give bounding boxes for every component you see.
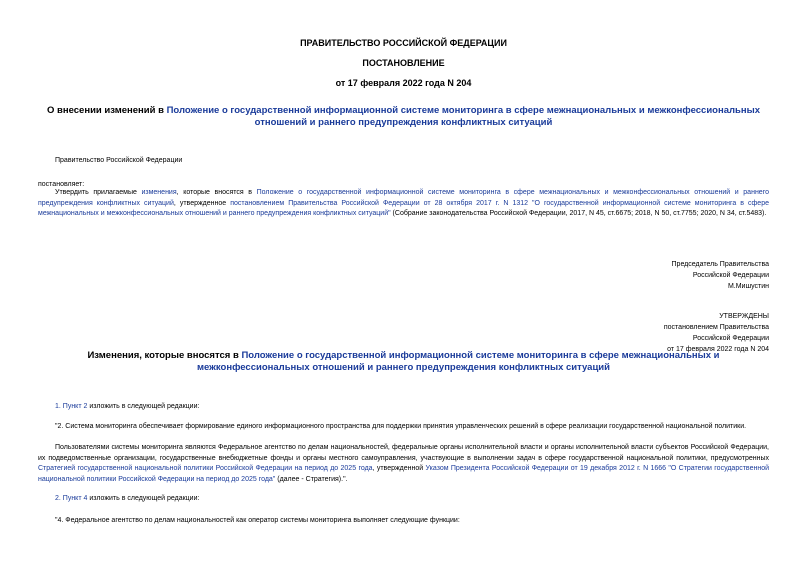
p1-text-d: (Собрание законодательства Российской Федерации, 2017, N 45, ст.6675; 2018, N 50, ст.7755; 2020, N 34, ст.5483). bbox=[390, 210, 767, 217]
p1-link-changes[interactable]: изменения bbox=[141, 189, 177, 196]
changes-title-link[interactable]: Положение о государственной информационной системе мониторинга в сфере межнациональных и межконфессиональных отношений и раннего предупреждения конфликтных ситуаций bbox=[197, 350, 720, 373]
approved-line-2: постановлением Правительства bbox=[663, 324, 769, 331]
q2-text-b: , утвержденной bbox=[372, 465, 426, 472]
q2-link-strategy[interactable]: Стратегией государственной национальной политики Российской Федерации на период до 2025 года bbox=[38, 465, 373, 472]
signature-line-2: Российской Федерации bbox=[692, 272, 769, 279]
signature-block bbox=[672, 259, 769, 292]
q2-text-c: (далее - Стратегия).". bbox=[275, 475, 348, 483]
p1-link-resolution[interactable]: постановлением Правительства Российской Федерации от 28 октября 2017 г. N 1312 "О государственной информационной системе мониторинга в сфере межнациональных и межконфессиональных отношений и раннего предупреждения конфликтных ситуаций" bbox=[38, 199, 769, 217]
item-1-text: изложить в следующей редакции: bbox=[87, 403, 200, 410]
p1-link-regulation[interactable]: Положение о государственной информационной системе мониторинга в сфере межнациональных и межконфессиональных отношений и раннего предупреждения конфликтных ситуаций bbox=[38, 189, 769, 207]
item-1-link[interactable]: 1. Пункт 2 bbox=[55, 403, 88, 410]
p1-text-a: Утвердить прилагаемые bbox=[55, 189, 142, 196]
signature-line-1: Председатель Правительства bbox=[671, 261, 769, 268]
government-header: ПРАВИТЕЛЬСТВО РОССИЙСКОЙ ФЕДЕРАЦИИ bbox=[300, 38, 507, 48]
p1-text-c: , утвержденное bbox=[173, 199, 231, 207]
approved-block bbox=[664, 311, 769, 355]
preamble-government: Правительство Российской Федерации bbox=[55, 157, 183, 164]
item-1 bbox=[55, 402, 199, 413]
signature-line-3: М.Мишустин bbox=[727, 283, 769, 290]
item-2-text: изложить в следующей редакции: bbox=[87, 495, 200, 502]
approved-line-1: УТВЕРЖДЕНЫ bbox=[719, 313, 769, 320]
item-2-link[interactable]: 2. Пункт 4 bbox=[55, 495, 88, 502]
quote-paragraph-2 bbox=[38, 443, 769, 485]
body-paragraph-1 bbox=[38, 188, 769, 220]
quote-paragraph-1: "2. Система мониторинга обеспечивает формирование единого информационного пространства для поддержки принятия управленческих решений в сфере реализации государственной национальной политики. bbox=[55, 423, 747, 430]
document-title bbox=[36, 105, 771, 129]
q2-link-decree[interactable]: Указом Президента Российской Федерации от 19 декабря 2012 г. N 1666 "О Стратегии государственной национальной политики Российской Федерации на период до 2025 года" bbox=[38, 465, 769, 483]
q2-text-a: Пользователями системы мониторинга являются Федеральное агентство по делам национальностей, федеральные органы исполнительной власти и органы исполнительной власти субъектов Российской Федерации, их подведомственные организации, государственные внебюджетные фонды и органы местного самоуправления, участвующие в выполнении задач в сфере государственной национальной политики, предусмотренных bbox=[38, 444, 769, 462]
item-2 bbox=[55, 494, 199, 505]
title-prefix: О внесении изменений в bbox=[47, 105, 167, 116]
changes-title bbox=[36, 350, 771, 374]
preamble-decides: постановляет: bbox=[38, 181, 85, 188]
approved-line-4: от 17 февраля 2022 года N 204 bbox=[667, 346, 769, 353]
changes-title-prefix: Изменения, которые вносятся в bbox=[87, 350, 242, 361]
quote-paragraph-3: "4. Федеральное агентство по делам национальностей как оператор системы мониторинга выполняет следующие функции: bbox=[55, 517, 460, 524]
title-link[interactable]: Положение о государственной информационной системе мониторинга в сфере межнациональных и межконфессиональных отношений и раннего предупреждения конфликтных ситуаций bbox=[166, 105, 760, 128]
document-date-number: от 17 февраля 2022 года N 204 bbox=[335, 78, 472, 88]
document-type: ПОСТАНОВЛЕНИЕ bbox=[362, 58, 445, 68]
p1-text-b: , которые вносятся в bbox=[176, 189, 257, 196]
approved-line-3: Российской Федерации bbox=[692, 335, 769, 342]
